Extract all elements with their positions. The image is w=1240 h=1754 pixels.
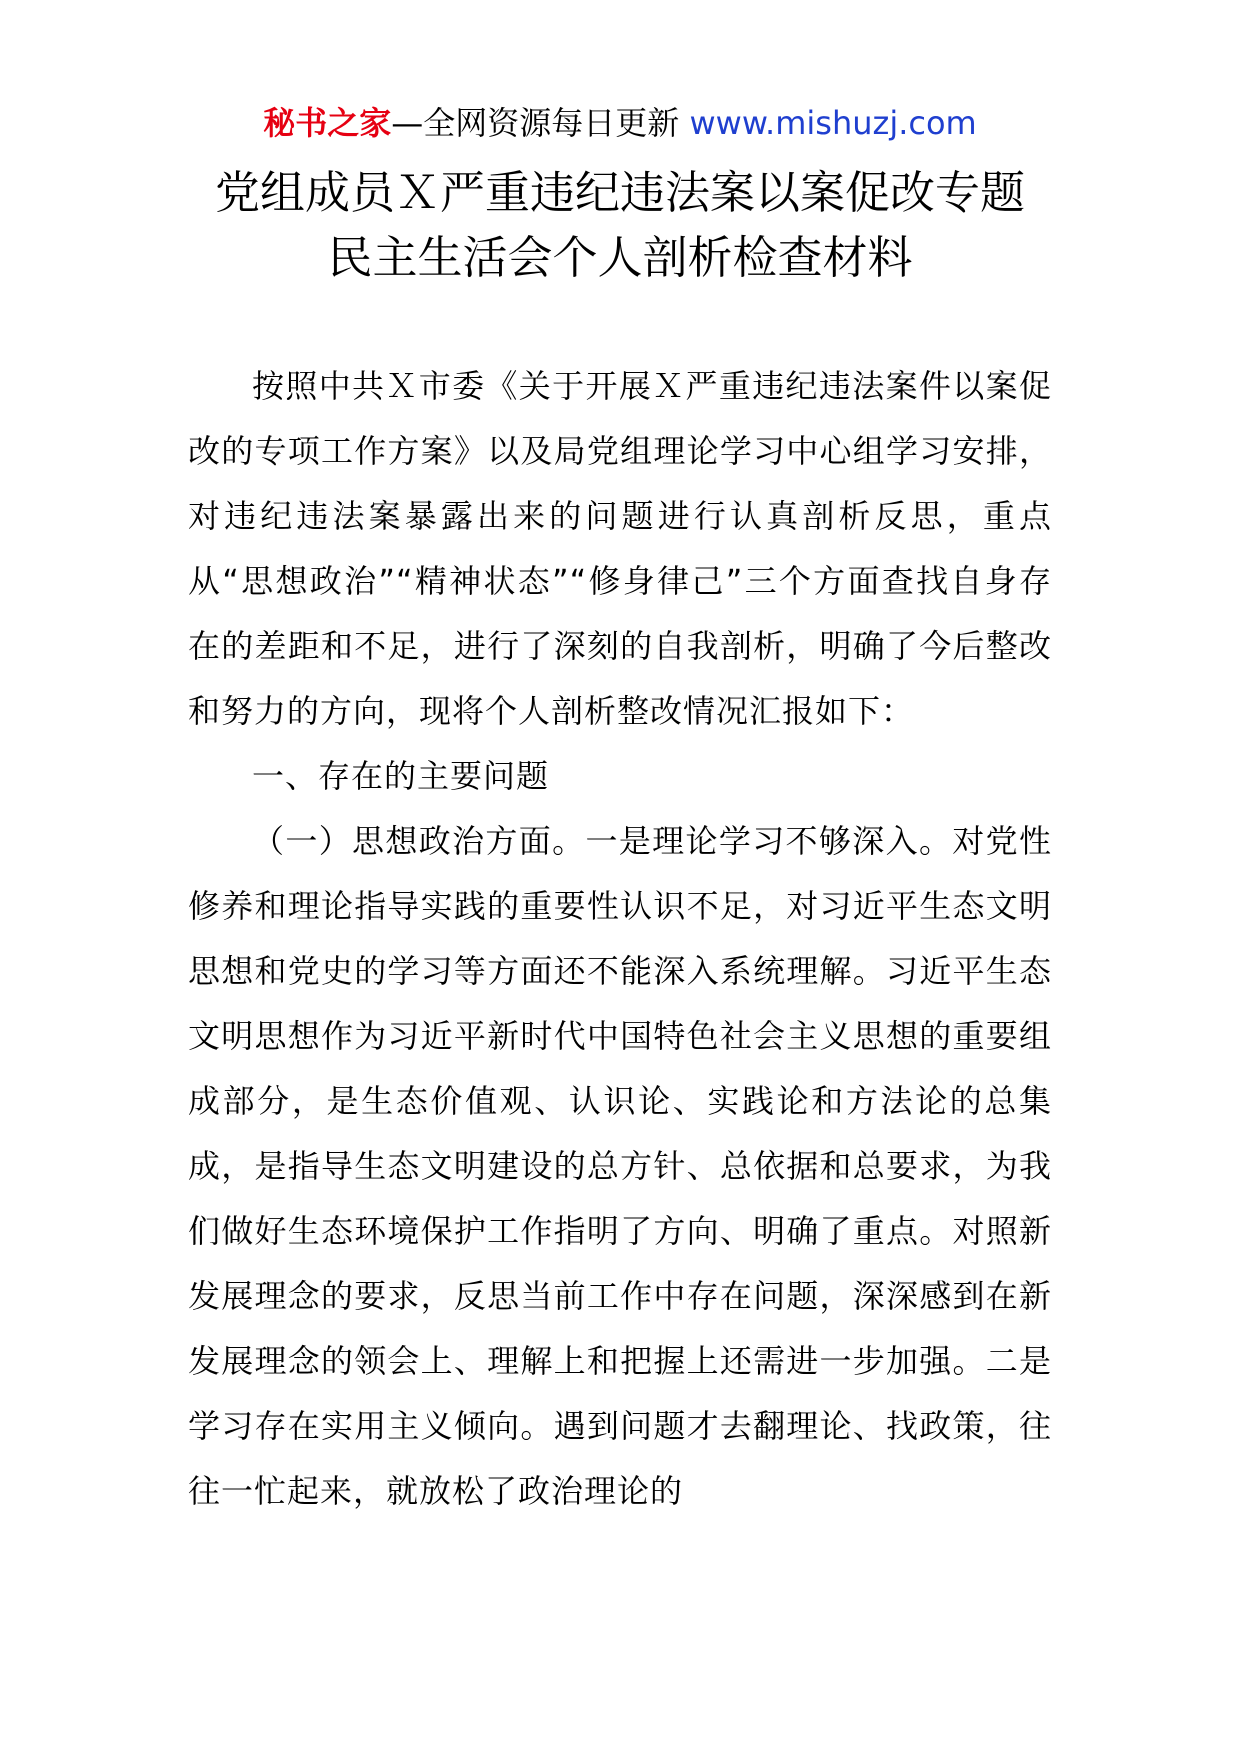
document-body	[188, 354, 1052, 1524]
intro-paragraph: 按照中共Ｘ市委《关于开展Ｘ严重违纪违法案件以案促改的专项工作方案》以及局党组理论学习中心组学习安排，对违纪违法案暴露出来的问题进行认真剖析反思，重点从“思想政治”“精神状态”“修身律己”三个方面查找自身存在的差距和不足，进行了深刻的自我剖析，明确了今后整改和努力的方向，现将个人剖析整改情况汇报如下：	[188, 367, 1052, 730]
site-url-link[interactable]: www.mishuzj.com	[689, 104, 977, 142]
title-line-1: 党组成员Ｘ严重违纪违法案以案促改专题	[214, 166, 1025, 219]
section-heading: 一、存在的主要问题	[252, 757, 550, 795]
site-banner	[0, 103, 1240, 143]
site-name: 秘书之家	[263, 104, 392, 142]
body-paragraph: （一）思想政治方面。一是理论学习不够深入。对党性修养和理论指导实践的重要性认识不足，对习近平生态文明思想和党史的学习等方面还不能深入系统理解。习近平生态文明思想作为习近平新时代中国特色社会主义思想的重要组成部分，是生态价值观、认识论、实践论和方法论的总集成，是指导生态文明建设的总方针、总依据和总要求，为我们做好生态环境保护工作指明了方向、明确了重点。对照新发展理念的要求，反思当前工作中存在问题，深深感到在新发展理念的领会上、理解上和把握上还需进一步加强。二是学习存在实用主义倾向。遇到问题才去翻理论、找政策，往往一忙起来，就放松了政治理论的	[188, 822, 1052, 1510]
document-title	[0, 160, 1240, 290]
site-slogan: —全网资源每日更新	[391, 104, 690, 142]
title-line-2: 民主生活会个人剖析检查材料	[327, 231, 913, 284]
